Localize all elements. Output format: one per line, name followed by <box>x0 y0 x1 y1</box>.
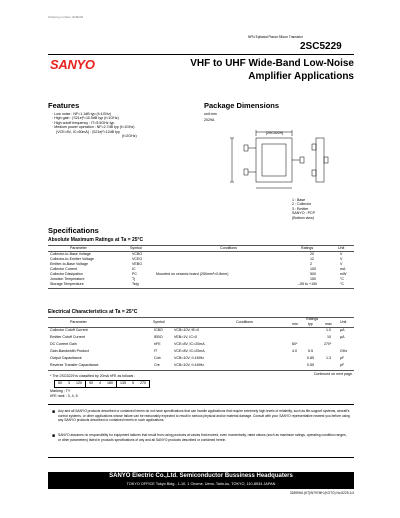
rank-value: 90 <box>89 381 93 385</box>
feature-item: · High gain : |S21e|²=10.5dB typ (f=1GHz) <box>52 116 119 121</box>
col-parameter: Parameter <box>70 320 87 324</box>
table-row: Emitter-to-Base Voltage VEBO 2 V <box>50 262 343 266</box>
table-row: Storage Temperature Tstg –55 to +150 °C <box>50 282 345 286</box>
rank-value: 135 <box>120 381 126 385</box>
col-conditions: Conditions <box>220 246 237 250</box>
col-unit: Unit <box>338 246 345 250</box>
pin-label: 2 : Collector <box>292 202 312 207</box>
feature-item: (f=2GHz) <box>122 134 137 139</box>
marking: Marking : TY <box>50 389 71 393</box>
package-drawing <box>212 124 352 214</box>
feature-item: · Low noise : NF=1.1dB typ (f=1GHz) <box>52 112 112 116</box>
part-number: 2SC5229 <box>300 41 342 52</box>
table-row: Gain-Bandwidth Product fT VCE=8V, IC=20mA 4.0 5.5 GHz <box>50 349 348 353</box>
rank-value: 270 <box>140 381 146 385</box>
feature-item: · High cutoff frequency : fT=5.5GHz typ <box>52 120 115 125</box>
package-label: [2SC5229] <box>266 131 283 135</box>
package-view: (Bottom view) <box>292 215 314 220</box>
title-line-2: Amplifier Applications <box>248 71 354 82</box>
rank-note: hFE rank : 3, 4, 5 <box>50 394 78 398</box>
table-row: Collector Dissipation PC Mounted on ceramic board (250mm²×0.8mm) 500 mW <box>50 272 347 276</box>
col-typ: typ <box>308 322 313 326</box>
col-ratings: Ratings <box>301 246 314 250</box>
package-legend <box>292 198 315 220</box>
specifications-heading: Specifications <box>48 226 99 235</box>
package-maker: SANYO : PCP <box>292 211 315 216</box>
footer-code: 31899HA (KT)/N797MH (KOTO) No.5229-1/4 <box>289 491 354 495</box>
title-line-1: VHF to UHF Wide-Band Low-Noise <box>190 58 354 69</box>
feature-item: (VCE=8V, IC=60mA) : |S21e|²=12dB typ <box>56 129 120 134</box>
footer-address: TOKYO OFFICE Tokyo Bldg., 1-10, 1 Chome, Ueno, Taito-ku, TOKYO, 110-8534 JAPAN <box>126 482 276 486</box>
footer-banner <box>48 472 354 489</box>
col-conditions: Conditions <box>236 320 253 324</box>
table-row: Junction Temperature Tj 150 °C <box>50 277 345 281</box>
package-unit: unit:mm <box>204 112 217 116</box>
bullet-icon: ■ <box>52 433 56 439</box>
table-row: Reverse Transfer Capacitance Cre VCB=10V, f=1MHz 0.55 pF <box>50 363 345 367</box>
rank-value: 60 <box>58 381 62 385</box>
pin-label: 1 : Base <box>292 198 306 202</box>
col-parameter: Parameter <box>70 246 87 250</box>
table-row: Collector Current IC 100 mA <box>50 267 346 271</box>
device-type: NPN Epitaxial Planar Silicon Transistor <box>248 35 303 39</box>
col-unit: Unit <box>340 320 347 324</box>
ordering-number: Ordering number: EN5229 <box>48 15 84 19</box>
rank-value: 120 <box>73 381 86 387</box>
notice-box <box>48 404 354 458</box>
rank-value: 3 <box>68 381 70 385</box>
col-ratings: Ratings <box>306 317 319 321</box>
table-row: Emitter Cutoff Current IEBO VEB=1V, IC=0 10 µA <box>50 335 345 339</box>
col-symbol: Symbol <box>130 246 142 250</box>
hfe-rank-table <box>54 380 150 388</box>
table-row: Output Capacitance Cob VCB=10V, f=1MHz 0.85 1.3 pF <box>50 356 345 360</box>
sanyo-logo: SANYO <box>50 57 95 72</box>
col-symbol: Symbol <box>153 320 165 324</box>
feature-item: · Medium power operation : NF=2.7dB typ (f=1GHz) <box>52 125 135 130</box>
col-min: min <box>292 322 298 326</box>
table-row: Collector-to-Emitter Voltage VCEO 12 V <box>50 257 343 261</box>
col-max: max <box>325 322 332 326</box>
package-heading: Package Dimensions <box>204 101 280 110</box>
rank-value: 180 <box>104 381 117 387</box>
table-row: Collector-to-Base Voltage VCBO 20 V <box>50 252 343 256</box>
features-list <box>52 112 137 138</box>
table-row: Collector Cutoff Current ICBO VCB=10V, IE=0 1.0 µA <box>50 328 345 332</box>
hfe-note: * The 2SC5229 is classified by 20mA hFE as follows : <box>50 374 136 378</box>
table-row: DC Current Gain hFE VCE=8V, IC=20mA 60* 270* <box>50 342 332 346</box>
rank-value: 4 <box>99 381 101 385</box>
header-rule <box>48 54 354 55</box>
continued-note: Continued on next page. <box>313 372 353 376</box>
elec-char-heading: Electrical Characteristics at Ta = 25°C <box>48 309 138 315</box>
bullet-icon: ■ <box>52 409 56 415</box>
pin-label: 3 : Emitter <box>292 206 309 211</box>
notice-item: ■ SANYO assumes no responsibility for equipment failures that result from using products at values that exceed, even momentarily, rated values (such as maximum ratings, operating condition ranges, or other parameters) listed in products specifications of any and all SANYO products described or contained herein. <box>52 433 347 442</box>
abs-max-heading: Absolute Maximum Ratings at Ta = 25°C <box>48 237 144 243</box>
footer-company: SANYO Electric Co.,Ltd. Semiconductor Bussiness Headquaters <box>109 473 293 479</box>
features-heading: Features <box>48 101 80 110</box>
package-code: 2029A <box>204 118 215 122</box>
rank-value: 5 <box>132 381 134 385</box>
package-outline-icon <box>212 124 352 214</box>
notice-item: ■ Any and all SANYO products described or contained herein do not have specifications that can handle applications that require extremely high levels of reliability, such as life-support systems, aircraft's control systems, or other applications whose failure can be reasonably expected to result in serious physical and/or material damage. Consult with your SANYO representative nearest you before using any SANYO products described or contained herein in such applications. <box>52 409 350 423</box>
